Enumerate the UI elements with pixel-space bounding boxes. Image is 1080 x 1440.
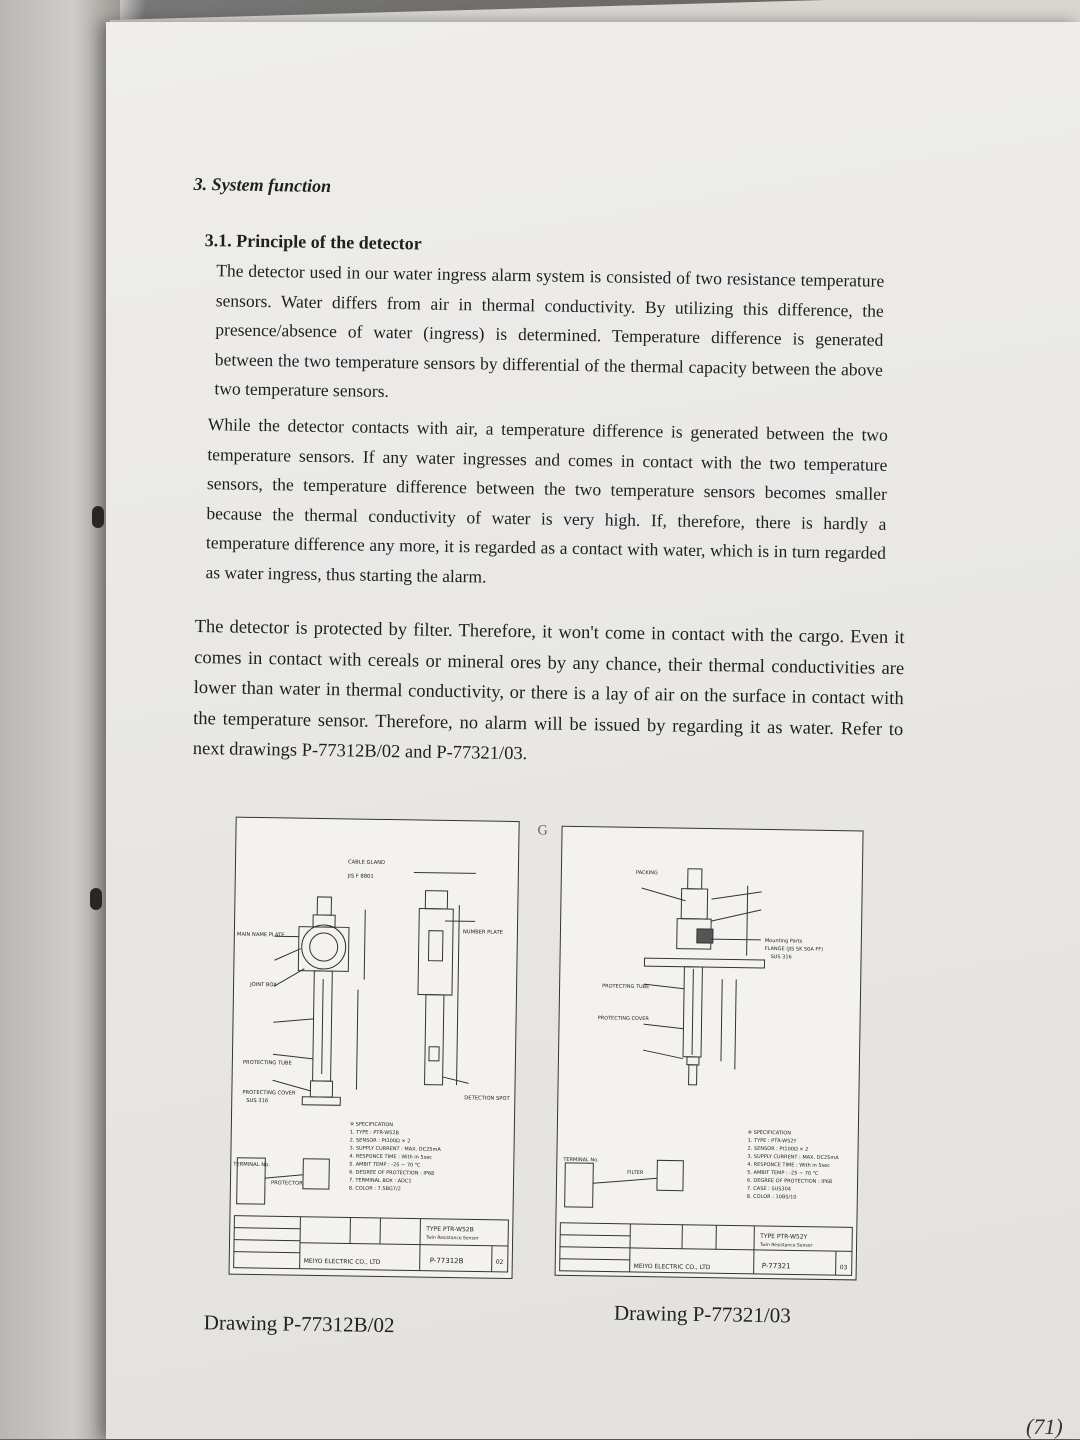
d2-sheet: 03 [840,1264,848,1271]
paragraph-air-contact: While the detector contacts with air, a temperature difference is generated between the two temperature sensors. If any water ingresses and comes in contact with the two temperature sensors, the temperature difference between the two temperature sensors becomes smaller because the thermal conductivity of water is very high. If, therefore, there is hardly a temperature difference any more, it is regarded as a contact with water, which is in turn regarded as water ingress, thus starting the alarm. [205,410,888,598]
d1-company: MEIYO ELECTRIC CO., LTD [304,1258,381,1266]
d1-label-protecting-tube: PROTECTING TUBE [243,1060,292,1067]
d2-title-type: TYPE PTR-W52Y [759,1233,807,1241]
d1-spec-7: 7. TERMINAL BOX : ADC1 [349,1177,412,1184]
d1-spec-1: 1. TYPE : PTR-W52B [350,1129,400,1136]
d2-spec-8: 8. COLOR : 10B5/10 [747,1194,797,1201]
paragraph-filter: The detector is protected by filter. Therefore, it won't come in contact with the cargo. Even it comes in contact with cereals or mineral ores by any chance, their thermal conductivities are lower than water in thermal conductivity, or there is a lay of air on the surface in contact with the temperature sensor. Therefore, no alarm will be issued by regarding it as water. Refer to next drawings P-77312B/02 and P-77321/03. [193,612,905,776]
caption-drawing-1: Drawing P-77312B/02 [204,1310,395,1338]
drawing-p77312b [229,817,520,1279]
d2-spec-0: ※ SPECIFICATION [748,1130,792,1137]
d2-spec-7: 7. CASE : SUS304 [747,1186,791,1193]
d2-label-mounting: Mounting Parts [765,938,803,945]
d1-spec-3: 3. SUPPLY CURRENT : MAX. DC25mA [349,1145,441,1152]
page-content [181,162,900,1413]
d2-label-filter: FILTER [627,1170,644,1176]
margin-mark: G [537,823,547,839]
d2-spec-6: 6. DEGREE OF PROTECTION : IP68 [747,1178,832,1185]
d1-label-number-plate: NUMBER PLATE [463,929,503,936]
d1-spec-5: 5. AMBIT TEMP : -25 ~ 70 ℃ [349,1161,421,1168]
d1-label-detection-spot: DETECTION SPOT [464,1095,510,1102]
drawing-p77312b-svg [230,818,519,1278]
d1-spec-2: 2. SENSOR : Pt100Ω × 2 [350,1137,411,1144]
d2-spec-4: 4. RESPONCE TIME : With in 5sec [747,1162,830,1169]
drawing-p77321-svg [556,827,863,1280]
d1-spec-6: 6. DEGREE OF PROTECTION : IP68 [349,1169,434,1176]
d1-label-sus: SUS 316 [246,1098,268,1104]
d1-label-protector: PROTECTOR [271,1180,303,1187]
d1-label-joint-box: JOINT BOX [249,982,277,988]
d2-dwg-no: P-77321 [762,1262,791,1270]
drawing-p77321 [555,826,864,1281]
d2-label-protecting-cover: PROTECTING COVER [598,1015,650,1022]
d2-label-sus: SUS 316 [771,954,792,960]
binder-hole-top [92,506,104,528]
d2-label-flange: FLANGE (JIS 5K 50A FF) [765,946,823,953]
d2-title-desc: Twin Resistance Sensor [759,1242,813,1249]
d1-label-protecting-cover: PROTECTING COVER [242,1090,296,1097]
subsection-title: 3.1. Principle of the detector [205,230,422,254]
d2-label-packing: PACKING [636,870,658,876]
d1-label-cable-gland: CABLE GLAND [348,859,385,866]
d2-spec-5: 5. AMBIT TEMP : -25 ~ 70 ℃ [747,1170,819,1177]
d1-sheet: 02 [496,1259,504,1266]
d1-title-type: TYPE PTR-W52B [425,1226,474,1234]
d1-label-main-plate: MAIN NAME PLATE [237,932,285,939]
page-number: (71) [1026,1414,1063,1440]
d2-company: MEIYO ELECTRIC CO., LTD [634,1263,711,1271]
d1-label-jis: JIS F 8801 [347,873,374,879]
d2-label-protecting-tube: PROTECTING TUBE [602,983,649,990]
d1-spec-0: ※ SPECIFICATION [350,1121,394,1128]
document-page [106,22,1080,1439]
d2-label-terminal: TERMINAL No. [562,1157,599,1164]
d2-spec-2: 2. SENSOR : Pt100Ω × 2 [748,1146,809,1153]
binder-left-pages [0,0,120,1439]
section-title: 3. System function [193,174,331,197]
caption-drawing-2: Drawing P-77321/03 [614,1301,791,1329]
d2-spec-1: 1. TYPE : PTR-W52Y [748,1138,798,1145]
paragraph-principle: The detector used in our water ingress alarm system is consisted of two resistance temperature sensors. Water differs from air in thermal conductivity. By utilizing this difference, the presence/absence of water (ingress) is determined. Temperature difference is generated between the two temperature sensors by differential of the thermal capacity between the above two temperature sensors. [214,256,884,414]
d1-title-desc: Twin Resistance Sensor [425,1235,479,1242]
d1-spec-8: 8. COLOR : 7.5BG7/2 [349,1185,401,1192]
d1-spec-4: 4. RESPONCE TIME : With in 5sec [349,1153,432,1160]
d1-dwg-no: P-77312B [430,1257,464,1266]
binder-hole-bottom [90,888,102,910]
d1-label-terminal: TERMINAL No. [232,1162,270,1169]
d2-spec-3: 3. SUPPLY CURRENT : MAX. DC25mA [747,1154,839,1161]
